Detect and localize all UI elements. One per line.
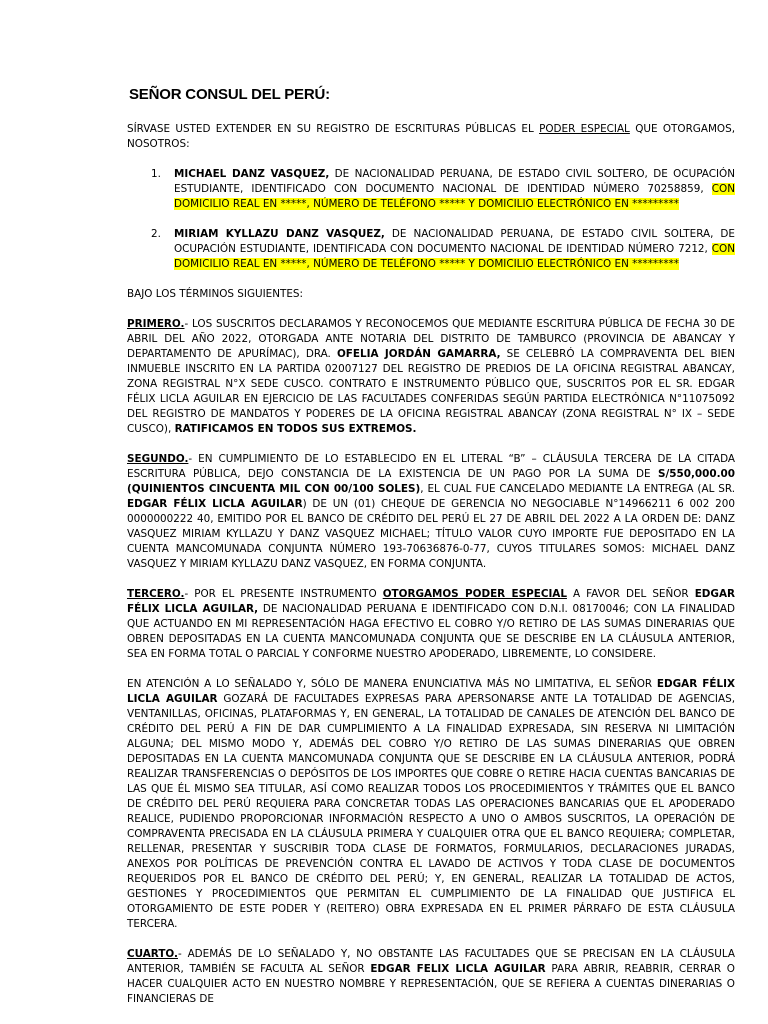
clause-label: TERCERO. (127, 588, 185, 600)
clause-text: - ADEMÁS DE LO SEÑALADO Y, NO OBSTANTE LAS FACULTADES QUE SE PRECISAN EN LA CLÁUSULA ANTERIOR, TAMBIÉN SE FACULTA AL SEÑOR (127, 948, 735, 975)
clause-bold-text: EDGAR FÉLIX LICLA AGUILAR (127, 678, 735, 705)
highlighted-address: CON DOMICILIO REAL EN *****, NÚMERO DE TELÉFONO ***** Y DOMICILIO ELECTRÓNICO EN ********* (174, 243, 735, 270)
highlighted-address: CON DOMICILIO REAL EN *****, NÚMERO DE TELÉFONO ***** Y DOMICILIO ELECTRÓNICO EN ********* (174, 183, 735, 210)
clause-tercero (127, 587, 735, 662)
intro-paragraph (127, 122, 735, 152)
clause-text: - POR EL PRESENTE INSTRUMENTO (184, 588, 383, 600)
clause-bold-text: EDGAR FELIX LICLA AGUILAR (370, 963, 546, 975)
clause-label: SEGUNDO. (127, 453, 189, 465)
clause-text: SE CELEBRÓ LA COMPRAVENTA DEL BIEN INMUEBLE INSCRITO EN LA PARTIDA 02007127 DEL REGISTRO DE PREDIOS DE LA OFICINA REGISTRAL ABANCAY, ZONA REGISTRAL N°X SEDE CUSCO. CONTRATO E INSTRUMENTO PÚBLICO QUE, SUSCRITOS POR EL SR. EDGAR FÉLIX LICLA AGUILAR EN EJERCICIO DE LAS FACULTADES CONFERIDAS SEGÚN PARTIDA ELECTRÓNICA N°11075092 DEL REGISTRO DE MANDATOS Y PODERES DE LA OFICINA REGISTRAL ABANCAY (ZONA REGISTRAL N° IX – SEDE CUSCO), (127, 348, 735, 435)
clause-primero (127, 317, 735, 437)
clause-segundo (127, 452, 735, 572)
clause-text: - EN CUMPLIMIENTO DE LO ESTABLECIDO EN EL LITERAL “B” – CLÁUSULA TERCERA DE LA CITADA ESCRITURA PÚBLICA, DEJO CONSTANCIA DE LA EXISTENCIA DE UN PAGO POR LA SUMA DE (127, 453, 735, 480)
clause-label: PRIMERO. (127, 318, 185, 330)
clause-text: DE NACIONALIDAD PERUANA E IDENTIFICADO CON D.N.I. 08170046; CON LA FINALIDAD QUE ACTUANDO EN MI REPRESENTACIÓN HAGA EFECTIVO EL COBRO Y/O RETIRO DE LAS SUMAS DINERARIAS QUE OBREN DEPOSITADAS EN LA CUENTA MANCOMUNADA CONJUNTA QUE SE DESCRIBE EN LA CLÁUSULA ANTERIOR, SEA EN FORMA TOTAL O PARCIAL Y CONFORME NUESTRO APODERADO, LIBREMENTE, LO CONSIDERE. (127, 603, 736, 660)
terms-intro: BAJO LOS TÉRMINOS SIGUIENTES: (127, 288, 304, 300)
clause-cuarto (127, 947, 735, 1007)
clause-text: A FAVOR DEL SEÑOR (566, 588, 695, 600)
clause-bold-text: S/550,000.00 (QUINIENTOS CINCUENTA MIL CON 00/100 SOLES) (127, 468, 735, 495)
intro-text: SÍRVASE USTED EXTENDER EN SU REGISTRO DE ESCRITURAS PÚBLICAS EL (127, 123, 540, 135)
clause-atencion (127, 677, 735, 932)
grantors-list (127, 167, 735, 272)
clause-bold-underlined-text: OTORGAMOS PODER ESPECIAL (382, 588, 567, 600)
document-body (127, 86, 735, 1007)
list-number: 2. (151, 228, 161, 240)
intro-underlined-term: PODER ESPECIAL (539, 123, 630, 135)
clause-bold-text: EDGAR FÉLIX LICLA AGUILAR, (127, 588, 735, 615)
document-title: SEÑOR CONSUL DEL PERÚ: (129, 86, 330, 103)
clause-text: GOZARÁ DE FACULTADES EXPRESAS PARA APERSONARSE ANTE LA TOTALIDAD DE AGENCIAS, VENTANILLAS, OFICINAS, PLATAFORMAS Y, EN GENERAL, LA TOTALIDAD DE CANALES DE ATENCIÓN DEL BANCO DE CRÉDITO DEL PERÚ A FIN DE DAR CUMPLIMIENTO A LA FINALIDAD EXPRESADA, SIN RESERVA NI LIMITACIÓN ALGUNA; DEL MISMO MODO Y, ADEMÁS DEL COBRO Y/O RETIRO DE LAS SUMAS DINERARIAS QUE OBREN DEPOSITADAS EN LA CUENTA MANCOMUNADA CONJUNTA QUE SE DESCRIBE EN LA CLÁUSULA ANTERIOR, PODRÁ REALIZAR TRANSFERENCIAS O DEPÓSITOS DE LOS IMPORTES QUE COBRE O RETIRE HACIA CUENTAS BANCARIAS DE LAS QUE ÉL MISMO SEA TITULAR, ASÍ COMO REALIZAR TODOS LOS PROCEDIMIENTOS Y TRÁMITES QUE EL BANCO DE CRÉDITO DEL PERÚ REQUIERA PARA CONCRETAR TODAS LAS OPERACIONES BANCARIAS QUE EL APODERADO REALICE, PUDIENDO PROPORCIONAR INFORMACIÓN RESPECTO A UNO O AMBOS SUSCRITOS, LA OPERACIÓN DE COMPRAVENTA PRECISADA EN LA CLÁUSULA PRIMERA Y CUALQUIER OTRA QUE EL BANCO REQUIERA; COMPLETAR, RELLENAR, PRESENTAR Y SUSCRIBIR TODA CLASE DE FORMATOS, FORMULARIOS, DECLARACIONES JURADAS, ANEXOS POR POLÍTICAS DE PREVENCIÓN CONTRA EL LAVADO DE ACTIVOS Y TODA CLASE DE DOCUMENTOS REQUERIDOS POR EL BANCO DE CRÉDITO DEL PERÚ; Y, EN GENERAL, REALIZAR LA TOTALIDAD DE ACTOS, GESTIONES Y PROCEDIMIENTOS QUE PERMITAN EL CUMPLIMIENTO DE LA FINALIDAD QUE JUSTIFICA EL OTORGAMIENTO DE ESTE PODER Y (REITERO) OBRA EXPRESADA EN EL PRIMER PÁRRAFO DE ESTA CLÁUSULA TERCERA. (127, 693, 736, 930)
clause-text: - LOS SUSCRITOS DECLARAMOS Y RECONOCEMOS QUE MEDIANTE ESCRITURA PÚBLICA DE FECHA 30 DE ABRIL DEL AÑO 2022, OTORGADA ANTE NOTARIA DEL DISTRITO DE TAMBURCO (PROVINCIA DE ABANCAY Y DEPARTAMENTO DE APURÍMAC), DRA. (127, 318, 735, 360)
list-number: 1. (151, 168, 161, 180)
clause-text: , EL CUAL FUE CANCELADO MEDIANTE LA ENTREGA (AL SR. (420, 483, 735, 495)
clause-text: ) DE UN (01) CHEQUE DE GERENCIA NO NEGOCIABLE N°14966211 6 002 200 0000000222 40, EMITIDO POR EL BANCO DE CRÉDITO DEL PERÚ EL 27 DE ABRIL DEL 2022 A LA ORDEN DE: DANZ VASQUEZ MIRIAM KYLLAZU Y DANZ VASQUEZ MICHAEL; TÍTULO VALOR CUYO IMPORTE FUE DEPOSITADO EN LA CUENTA MANCOMUNADA CONJUNTA NÚMERO 193-70636876-0-77, CUYOS TITULARES SOMOS: MICHAEL DANZ VASQUEZ Y MIRIAM KYLLAZU DANZ VASQUEZ, EN FORMA CONJUNTA. (127, 498, 735, 570)
clause-text: EN ATENCIÓN A LO SEÑALADO Y, SÓLO DE MANERA ENUNCIATIVA MÁS NO LIMITATIVA, EL SEÑOR (127, 678, 657, 690)
clause-label: CUARTO. (127, 948, 178, 960)
list-item (127, 167, 735, 212)
grantor-details: DE NACIONALIDAD PERUANA, DE ESTADO CIVIL SOLTERO, DE OCUPACIÓN ESTUDIANTE, IDENTIFICADO CON DOCUMENTO NACIONAL DE IDENTIDAD NÚMERO 70258859, (174, 168, 735, 195)
grantor-details: DE NACIONALIDAD PERUANA, DE ESTADO CIVIL SOLTERA, DE OCUPACIÓN ESTUDIANTE, IDENTIFICADA CON DOCUMENTO NACIONAL DE IDENTIDAD NÚMERO 7212, (174, 228, 735, 255)
clause-bold-text: EDGAR FÉLIX LICLA AGUILAR (127, 498, 303, 510)
clause-text: PARA ABRIR, REABRIR, CERRAR O HACER CUALQUIER ACTO EN NUESTRO NOMBRE Y REPRESENTACIÓN, QUE SE REFIERA A CUENTAS DINERARIAS O FINANCIERAS DE (127, 963, 735, 1005)
intro-text-end: QUE OTORGAMOS, NOSOTROS: (127, 123, 735, 150)
grantor-name: MICHAEL DANZ VASQUEZ, (174, 168, 330, 180)
clause-bold-text: OFELIA JORDÁN GAMARRA, (336, 348, 501, 360)
list-item (127, 227, 735, 272)
grantor-name: MIRIAM KYLLAZU DANZ VASQUEZ, (174, 228, 385, 240)
clause-bold-text: RATIFICAMOS EN TODOS SUS EXTREMOS. (174, 423, 417, 435)
